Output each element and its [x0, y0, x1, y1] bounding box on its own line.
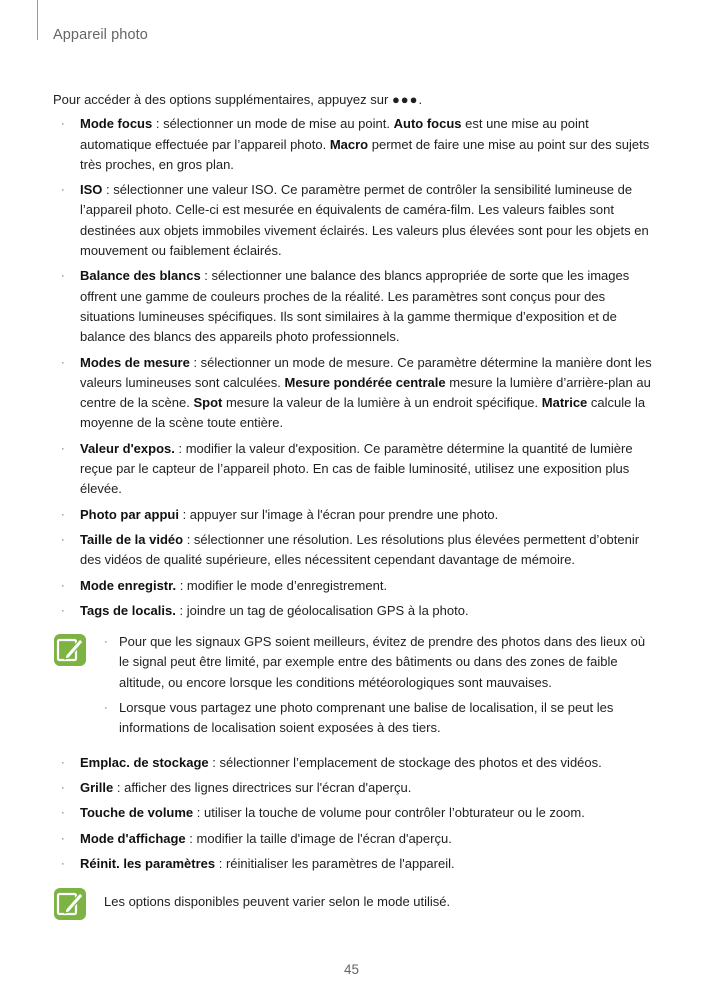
list-item	[53, 753, 653, 773]
option-name: Balance des blancs	[80, 268, 201, 284]
bullet-icon: ·	[61, 781, 65, 794]
option-name: Emplac. de stockage	[80, 754, 209, 770]
option-description: : afficher des lignes directrices sur l'écran d'aperçu.	[113, 779, 412, 795]
option-name: Spot	[193, 395, 223, 411]
intro-end: .	[418, 92, 423, 107]
option-name: Macro	[329, 136, 369, 152]
option-name: Tags de localis.	[80, 602, 176, 618]
list-item	[53, 854, 653, 874]
intro-text: Pour accéder à des options supplémentaires, appuyez sur	[53, 92, 389, 107]
option-description: : joindre un tag de géolocalisation GPS à la photo.	[175, 602, 469, 618]
options-list	[53, 114, 653, 621]
bullet-icon: ·	[61, 807, 65, 820]
bullet-icon: ·	[61, 356, 65, 369]
option-name: Photo par appui	[80, 506, 179, 522]
option-description: : modifier la valeur d'exposition. Ce paramètre détermine la quantité de lumière reçue par le capteur de l’appareil photo. En cas de faible luminosité, utilisez une exposition plus élevée.	[80, 440, 633, 497]
option-name: Mesure pondérée centrale	[284, 374, 446, 390]
bullet-icon: ·	[61, 270, 65, 283]
list-item	[53, 803, 653, 823]
main-content	[53, 90, 653, 920]
option-description: : sélectionner une valeur ISO. Ce paramètre permet de contrôler la sensibilité lumineuse de l’appareil photo. Celle-ci est mesurée en équivalents de caméra-film. Les valeurs faibles sont destinées aux objets immobiles vivement éclairés. Les valeurs plus élevées sont pour les objets en mouvement ou faiblement éclairés.	[80, 182, 649, 259]
option-description: : sélectionner un mode de mesure. Ce paramètre détermine la manière dont les valeurs lumineuses sont calculées.	[80, 354, 652, 390]
note-list	[53, 632, 653, 738]
option-name: Taille de la vidéo	[80, 531, 184, 547]
list-item	[53, 439, 653, 500]
list-item	[53, 353, 653, 434]
list-item	[53, 829, 653, 849]
note-item	[104, 698, 653, 739]
list-item	[53, 180, 653, 261]
option-name: Auto focus	[393, 116, 462, 132]
more-options-icon: ●●●	[391, 92, 419, 107]
bullet-icon: ·	[61, 604, 65, 617]
bullet-icon: ·	[104, 636, 108, 649]
options-list-continued	[53, 753, 653, 874]
option-name: Réinit. les paramètres	[80, 855, 216, 871]
option-description: permet de faire une mise au point sur des sujets très proches, en gros plan.	[80, 136, 650, 172]
list-item	[53, 778, 653, 798]
option-description: : sélectionner un mode de mise au point.	[152, 116, 394, 132]
list-item	[53, 266, 653, 347]
note-pencil-icon	[53, 633, 87, 667]
bullet-icon: ·	[61, 184, 65, 197]
option-name: Mode enregistr.	[80, 577, 177, 593]
option-name: Mode focus	[80, 116, 153, 132]
option-name: Grille	[80, 779, 114, 795]
option-description: : appuyer sur l'image à l'écran pour prendre une photo.	[178, 506, 499, 522]
bullet-icon: ·	[104, 702, 108, 715]
intro-paragraph	[53, 90, 653, 110]
option-description: : réinitialiser les paramètres de l'appareil.	[215, 855, 455, 871]
bullet-icon: ·	[61, 442, 65, 455]
list-item	[53, 114, 653, 175]
bullet-icon: ·	[61, 508, 65, 521]
list-item	[53, 576, 653, 596]
page-number: 45	[343, 962, 360, 977]
bullet-icon: ·	[61, 533, 65, 546]
note-text: Les options disponibles peuvent varier selon le mode utilisé.	[104, 894, 451, 910]
option-description: : sélectionner une balance des blancs appropriée de sorte que les images offrent une gamme de couleurs proches de la réalité. Les paramètres sont conçus pour des situations lumineuses spécifiques. Ils sont similaires à la gamme thermique d’exposition et de balance des blancs des appareils photo professionnels.	[80, 268, 630, 345]
bullet-icon: ·	[61, 857, 65, 870]
option-name: Mode d'affichage	[80, 830, 186, 846]
option-name: Valeur d'expos.	[80, 440, 175, 456]
note-pencil-icon	[53, 887, 87, 921]
list-item	[53, 530, 653, 571]
option-description: : utiliser la touche de volume pour contrôler l’obturateur ou le zoom.	[193, 805, 585, 821]
option-name: ISO	[80, 182, 103, 198]
note-item	[104, 632, 653, 693]
option-name: Touche de volume	[80, 805, 194, 821]
option-description: mesure la valeur de la lumière à un endroit spécifique.	[222, 395, 542, 411]
note-item-text: Pour que les signaux GPS soient meilleurs, évitez de prendre des photos dans des lieux où le signal peut être limité, par exemple entre des bâtiments ou dans des zones de faible altitude, ou encore lorsque les conditions météorologiques sont mauvaises.	[119, 634, 646, 690]
note-item-text: Lorsque vous partagez une photo comprenant une balise de localisation, il se peut les informations de localisation soient exposées à des tiers.	[119, 700, 614, 736]
bullet-icon: ·	[61, 756, 65, 769]
bullet-icon: ·	[61, 118, 65, 131]
note-box	[53, 632, 653, 738]
option-description: mesure la lumière d’arrière-plan au centre de la scène.	[80, 374, 651, 411]
option-description: : sélectionner une résolution. Les résolutions plus élevées permettent d’obtenir des vidéos de qualité supérieure, elles nécessitent cependant davantage de mémoire.	[80, 531, 640, 568]
option-description: : modifier le mode d’enregistrement.	[176, 577, 388, 593]
option-description: : sélectionner l’emplacement de stockage des photos et des vidéos.	[208, 754, 602, 770]
option-description: : modifier la taille d'image de l'écran d'aperçu.	[185, 830, 452, 846]
section-title: Appareil photo	[53, 27, 148, 43]
page-corner-line	[37, 0, 38, 40]
option-name: Modes de mesure	[80, 354, 190, 370]
note-box-variation	[53, 886, 653, 920]
list-item	[53, 601, 653, 621]
option-description: calcule la moyenne de la scène toute entière.	[80, 395, 646, 431]
option-description: est une mise au point automatique effectuée par l’appareil photo.	[80, 116, 589, 152]
list-item	[53, 505, 653, 525]
bullet-icon: ·	[61, 579, 65, 592]
bullet-icon: ·	[61, 832, 65, 845]
option-name: Matrice	[541, 395, 588, 411]
